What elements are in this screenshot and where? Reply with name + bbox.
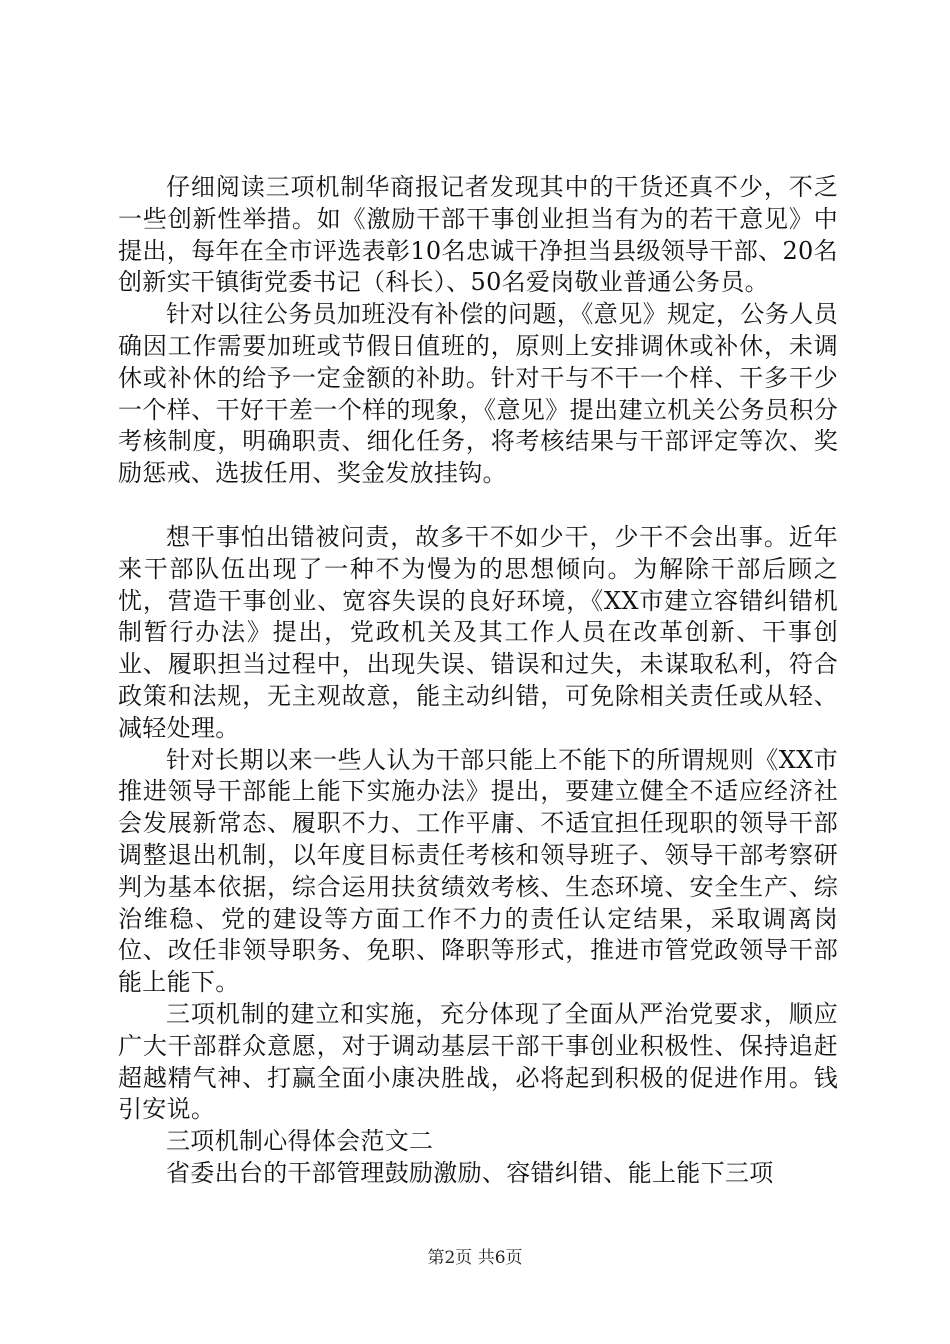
paragraph-5: 三项机制的建立和实施，充分体现了全面从严治党要求，顺应广大干部群众意愿，对于调动基层干部干事创业积极性、保持追赶超越精气神、打赢全面小康决胜战，必将起到积极的促进作用。钱引安说。 <box>118 999 838 1124</box>
paragraph-3: 想干事怕出错被问责，故多干不如少干，少干不会出事。近年来干部队伍出现了一种不为慢为的思想倾向。为解除干部后顾之忧，营造干事创业、宽容失误的良好环境，《XX市建立容错纠错机制暂行办法》提出，党政机关及其工作人员在改革创新、干事创业、履职担当过程中，出现失误、错误和过失，未谋取私利，符合政策和法规，无主观故意，能主动纠错，可免除相关责任或从轻、减轻处理。 <box>118 522 838 742</box>
paragraph-4: 针对长期以来一些人认为干部只能上不能下的所谓规则《XX市推进领导干部能上能下实施办法》提出，要建立健全不适应经济社会发展新常态、履职不力、工作平庸、不适宜担任现职的领导干部调整退出机制，以年度目标责任考核和领导班子、领导干部考察研判为基本依据，综合运用扶贫绩效考核、生态环境、安全生产、综治维稳、党的建设等方面工作不力的责任认定结果，采取调离岗位、改任非领导职务、免职、降职等形式，推进市管党政领导干部能上能下。 <box>118 745 838 997</box>
paragraph-1: 仔细阅读三项机制华商报记者发现其中的干货还真不少，不乏一些创新性举措。如《激励干部干事创业担当有为的若干意见》中提出，每年在全市评选表彰10名忠诚干净担当县级领导干部、20名创新实干镇街党委书记（科长）、50名爱岗敬业普通公务员。 <box>118 173 838 297</box>
paragraph-6: 省委出台的干部管理鼓励激励、容错纠错、能上能下三项 <box>166 1158 774 1187</box>
paragraph-2: 针对以往公务员加班没有补偿的问题，《意见》规定，公务人员确因工作需要加班或节假日值班的，原则上安排调休或补休，未调休或补休的给予一定金额的补助。针对干与不干一个样、干多干少一个样、干好干差一个样的现象，《意见》提出建立机关公务员积分考核制度，明确职责、细化任务，将考核结果与干部评定等次、奖励惩戒、选拔任用、奖金发放挂钩。 <box>118 300 838 488</box>
section-heading: 三项机制心得体会范文二 <box>166 1127 434 1156</box>
document-body <box>118 172 838 1190</box>
page-number-footer: 第2页 共6页 <box>427 1248 523 1268</box>
